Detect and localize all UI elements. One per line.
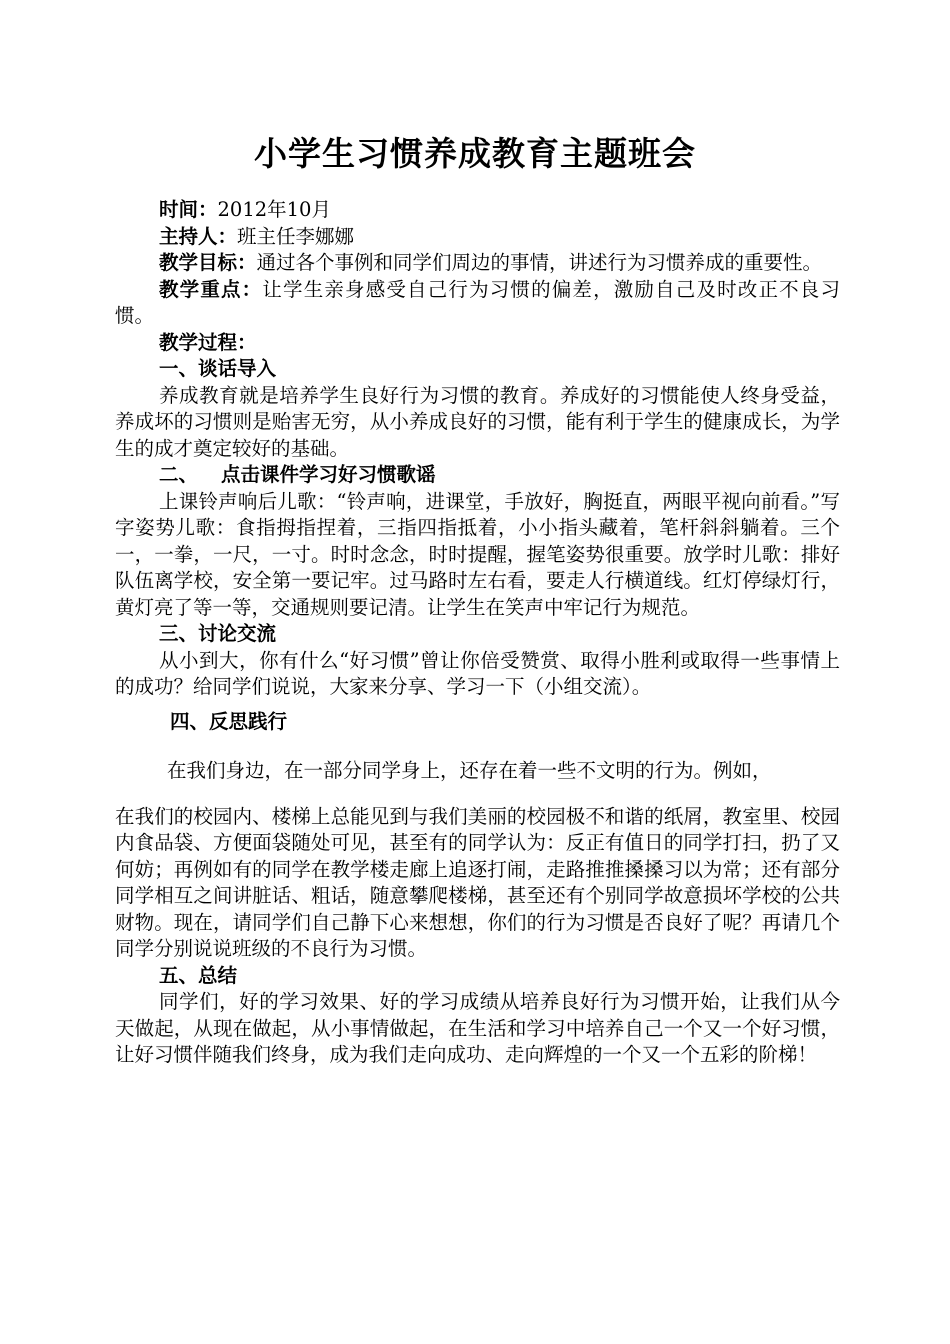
time-line [115, 197, 840, 224]
goal-label: 教学目标： [159, 251, 257, 274]
section-heading-1 [115, 356, 840, 383]
section-heading-3 [115, 621, 840, 648]
process-label: 教学过程： [159, 330, 257, 354]
section-number-3: 三、 [159, 622, 199, 645]
section-text-4-first: 在我们身边，在一部分同学身上，还存在着一些不文明的行为。例如， [167, 759, 772, 782]
section-text-1: 养成教育就是培养学生良好行为习惯的教育。养成好的习惯能使人终身受益，养成坏的习惯则是贻害无穷，从小养成良好的习惯，能有利于学生的健康成长，为学生的成才奠定较好的基础。 [115, 383, 840, 460]
section-text-4-cont: 在我们的校园内、楼梯上总能见到与我们美丽的校园极不和谐的纸屑，教室里、校园内食品袋、方便面袋随处可见，甚至有的同学认为：反正有值日的同学打扫，扔了又何妨；再例如有的同学在教学楼走廊上追逐打闹，走路推推搡搡习以为常；还有部分同学相互之间讲脏话、粗话，随意攀爬楼梯，甚至还有个别同学故意损坏学校的公共财物。现在，请同学们自己静下心来想想，你们的行为习惯是否良好了呢？再请几个同学分别说说班级的不良行为习惯。 [115, 804, 840, 960]
focus-line [115, 277, 840, 330]
section-heading-4 [115, 709, 840, 736]
section-heading-2 [115, 462, 840, 489]
section-number-2: 二、 [159, 463, 199, 486]
host-line [115, 224, 840, 251]
section-text-3: 从小到大，你有什么“好习惯”曾让你倍受赞赏、取得小胜利或取得一些事情上的成功？给同学们说说，大家来分享、学习一下（小组交流）。 [115, 648, 840, 698]
host-label: 主持人： [159, 224, 238, 248]
section-number-4: 四、 [170, 709, 210, 733]
focus-value: 让学生亲身感受自己行为习惯的偏差，激励自己及时改正不良习惯。 [115, 277, 840, 327]
section-title-2: 点击课件学习好习惯歌谣 [221, 463, 436, 486]
section-title-1: 谈话导入 [198, 357, 277, 380]
document-body [115, 197, 840, 1069]
section-number-1: 一、 [159, 357, 199, 380]
document-title: 小学生习惯养成教育主题班会 [254, 134, 696, 173]
section-title-3: 讨论交流 [198, 622, 277, 645]
time-label: 时间： [159, 198, 218, 221]
section-text-5: 同学们，好的学习效果、好的学习成绩从培养良好行为习惯开始，让我们从今天做起，从现在做起，从小事情做起，在生活和学习中培养自己一个又一个好习惯，让好习惯伴随我们终身，成为我们走向成功、走向辉煌的一个又一个五彩的阶梯！ [115, 990, 840, 1066]
section-text-2: 上课铃声响后儿歌：“铃声响，进课堂，手放好，胸挺直，两眼平视向前看。”写字姿势儿歌：食指拇指捏着，三指四指抵着，小小指头藏着，笔杆斜斜躺着。三个一，一拳，一尺，一寸。时时念念，时时提醒，握笔姿势很重要。放学时儿歌：排好队伍离学校，安全第一要记牢。过马路时左右看，要走人行横道线。红灯停绿灯行，黄灯亮了等一等，交通规则要记清。让学生在笑声中牢记行为规范。 [115, 489, 840, 619]
goal-line [115, 250, 840, 277]
section-title-4: 反思践行 [209, 709, 288, 733]
focus-label: 教学重点： [159, 277, 263, 301]
time-value: 2012年10月 [217, 198, 331, 221]
section-number-5: 五、 [159, 963, 199, 987]
section-title-5: 总结 [198, 963, 238, 987]
host-value: 班主任李娜娜 [237, 224, 355, 248]
section-heading-5 [115, 963, 840, 990]
goal-value: 通过各个事例和同学们周边的事情，讲述行为习惯养成的重要性。 [256, 251, 823, 274]
process-line [115, 330, 840, 357]
